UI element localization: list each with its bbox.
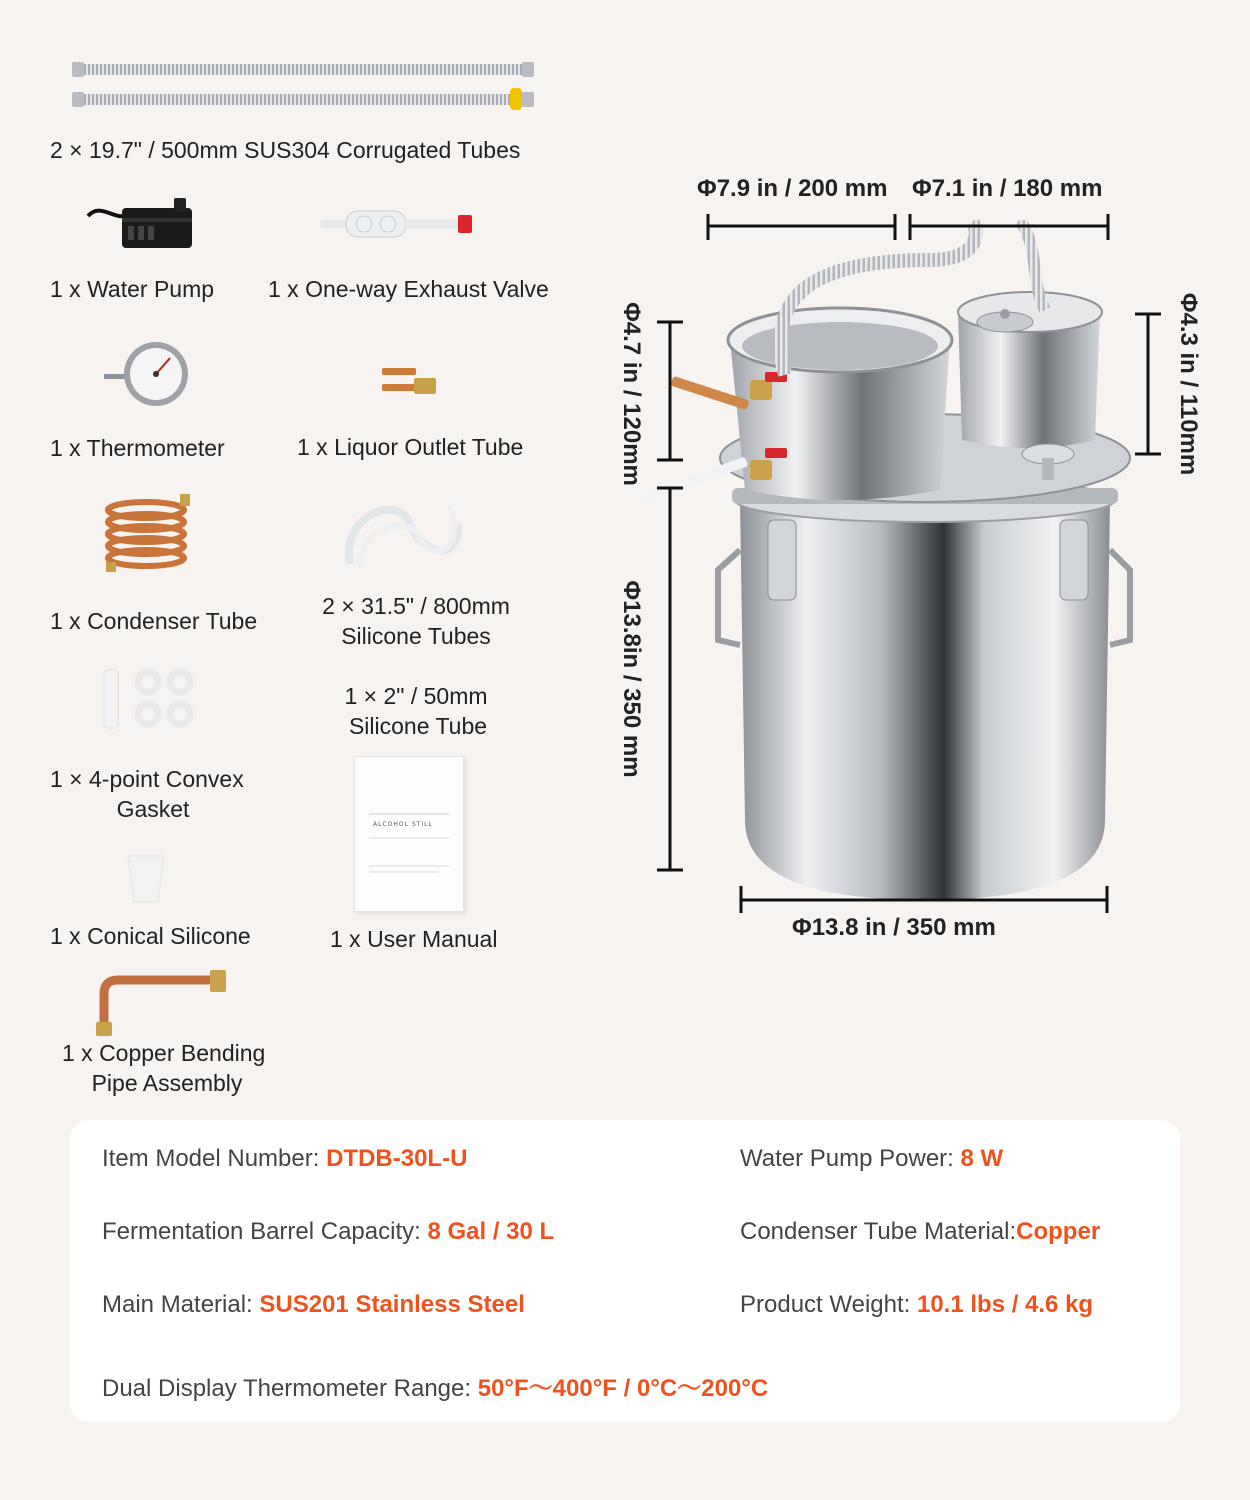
- part-label-condenser: 1 x Condenser Tube: [50, 608, 258, 634]
- spec-capacity: [102, 1218, 554, 1246]
- spec-main-material: [102, 1291, 525, 1319]
- spec-model-value: DTDB-30L-U: [326, 1145, 468, 1172]
- dimension-bottom: Φ13.8 in / 350 mm: [792, 914, 996, 941]
- spec-weight: [740, 1291, 1093, 1319]
- dimension-top-left: Φ7.9 in / 200 mm: [697, 175, 888, 202]
- spec-model: [102, 1145, 467, 1173]
- spec-thermo-range: [102, 1368, 768, 1403]
- part-label-manual: 1 x User Manual: [330, 926, 498, 952]
- manual-title: ALCOHOL STILL: [373, 821, 433, 828]
- part-label-gasket-1: 1 × 4-point Convex: [50, 766, 244, 792]
- part-label-silicone-short-1: 1 × 2" / 50mm: [344, 683, 488, 709]
- spec-model-label: Item Model Number:: [102, 1145, 327, 1172]
- part-label-outlet: 1 x Liquor Outlet Tube: [297, 434, 524, 460]
- spec-pump-power-value: 8 W: [960, 1145, 1004, 1172]
- spec-condenser-material: [740, 1218, 1100, 1246]
- spec-thermo-range-label: Dual Display Thermometer Range:: [102, 1375, 478, 1402]
- spec-main-material-value: SUS201 Stainless Steel: [259, 1291, 525, 1318]
- spec-condenser-material-value: Copper: [1016, 1218, 1101, 1245]
- dimension-top-right: Φ7.1 in / 180 mm: [912, 175, 1103, 202]
- part-label-valve: 1 x One-way Exhaust Valve: [268, 276, 549, 302]
- part-label-gasket-2: Gasket: [116, 796, 190, 822]
- dimension-left-upper: Φ4.7 in / 120mm: [618, 302, 645, 486]
- spec-card: [70, 1120, 1180, 1422]
- part-label-copper-1: 1 x Copper Bending: [62, 1040, 266, 1066]
- part-label-tubes: 2 × 19.7" / 500mm SUS304 Corrugated Tubes: [50, 137, 521, 163]
- spec-thermo-range-value: 50°F～400°F / 0°C～200°C: [477, 1375, 769, 1402]
- spec-pump-power: [740, 1145, 1003, 1173]
- spec-weight-label: Product Weight:: [740, 1291, 917, 1318]
- part-label-silicone-long-2: Silicone Tubes: [341, 623, 491, 649]
- spec-capacity-label: Fermentation Barrel Capacity:: [102, 1218, 428, 1245]
- part-label-thermo: 1 x Thermometer: [50, 435, 225, 461]
- part-label-pump: 1 x Water Pump: [50, 276, 215, 302]
- spec-capacity-value: 8 Gal / 30 L: [427, 1218, 555, 1245]
- dimension-right-upper: Φ4.3 in / 110mm: [1175, 292, 1202, 476]
- spec-main-material-label: Main Material:: [102, 1291, 260, 1318]
- spec-weight-value: 10.1 lbs / 4.6 kg: [916, 1291, 1094, 1318]
- spec-condenser-material-label: Condenser Tube Material:: [740, 1218, 1017, 1245]
- part-label-conical: 1 x Conical Silicone: [50, 923, 251, 949]
- part-label-copper-2: Pipe Assembly: [91, 1070, 243, 1096]
- dimension-left-lower: Φ13.8in / 350 mm: [618, 580, 645, 778]
- spec-pump-power-label: Water Pump Power:: [740, 1145, 961, 1172]
- part-label-silicone-long-1: 2 × 31.5" / 800mm: [322, 593, 510, 619]
- part-label-silicone-short-2: Silicone Tube: [348, 713, 488, 739]
